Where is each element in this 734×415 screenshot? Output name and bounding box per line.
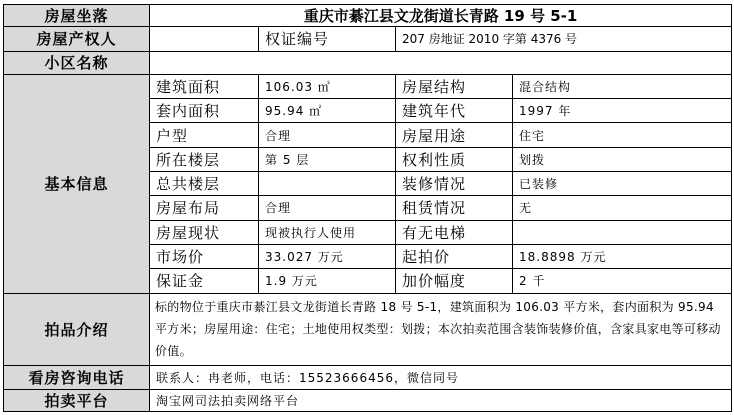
field-label: 所在楼层 xyxy=(150,147,259,171)
field-label: 建筑面积 xyxy=(150,74,259,98)
address-label: 房屋坐落 xyxy=(4,5,150,27)
cert-label: 权证编号 xyxy=(259,27,396,51)
field-value xyxy=(513,220,732,244)
community-label: 小区名称 xyxy=(4,51,150,74)
field-value: 合理 xyxy=(259,123,396,147)
field-label: 房屋结构 xyxy=(396,74,513,98)
property-info-table xyxy=(3,4,732,412)
platform-label: 拍卖平台 xyxy=(4,389,150,411)
field-label: 保证金 xyxy=(150,269,259,293)
address-value: 重庆市綦江县文龙街道长青路 19 号 5-1 xyxy=(150,5,732,27)
owner-label: 房屋产权人 xyxy=(4,27,150,51)
field-value: 合理 xyxy=(259,196,396,220)
field-value: 已装修 xyxy=(513,172,732,196)
field-value: 2 千 xyxy=(513,269,732,293)
field-value: 106.03 ㎡ xyxy=(259,74,396,98)
field-value: 划拨 xyxy=(513,147,732,171)
field-label: 市场价 xyxy=(150,244,259,268)
field-label: 权利性质 xyxy=(396,147,513,171)
field-label: 户型 xyxy=(150,123,259,147)
field-value: 住宅 xyxy=(513,123,732,147)
field-value: 1.9 万元 xyxy=(259,269,396,293)
field-value: 混合结构 xyxy=(513,74,732,98)
owner-value xyxy=(150,27,259,51)
field-label: 建筑年代 xyxy=(396,99,513,123)
field-label: 起拍价 xyxy=(396,244,513,268)
community-value xyxy=(150,51,732,74)
field-label: 租赁情况 xyxy=(396,196,513,220)
field-label: 装修情况 xyxy=(396,172,513,196)
cert-value: 207 房地证 2010 字第 4376 号 xyxy=(396,27,732,51)
field-value: 95.94 ㎡ xyxy=(259,99,396,123)
field-label: 加价幅度 xyxy=(396,269,513,293)
field-value xyxy=(259,172,396,196)
basic-info-label: 基本信息 xyxy=(4,74,150,293)
contact-label: 看房咨询电话 xyxy=(4,366,150,389)
intro-text: 标的物位于重庆市綦江县文龙街道长青路 18 号 5-1，建筑面积为 106.03 平方米，套内面积为 95.94 平方米；房屋用途：住宅；土地使用权类型：划拨；本次拍卖范围含装饰装修价值，含家具家电等可移动价值。 xyxy=(150,293,732,366)
intro-label: 拍品介绍 xyxy=(4,293,150,366)
field-label: 总共楼层 xyxy=(150,172,259,196)
field-value: 第 5 层 xyxy=(259,147,396,171)
platform-value: 淘宝网司法拍卖网络平台 xyxy=(150,389,732,411)
field-label: 套内面积 xyxy=(150,99,259,123)
field-value: 33.027 万元 xyxy=(259,244,396,268)
field-label: 房屋现状 xyxy=(150,220,259,244)
field-label: 房屋用途 xyxy=(396,123,513,147)
contact-value: 联系人：冉老师，电话：15523666456，微信同号 xyxy=(150,366,732,389)
field-value: 无 xyxy=(513,196,732,220)
field-value: 18.8898 万元 xyxy=(513,244,732,268)
field-label: 房屋布局 xyxy=(150,196,259,220)
field-value: 1997 年 xyxy=(513,99,732,123)
field-value: 现被执行人使用 xyxy=(259,220,396,244)
field-label: 有无电梯 xyxy=(396,220,513,244)
